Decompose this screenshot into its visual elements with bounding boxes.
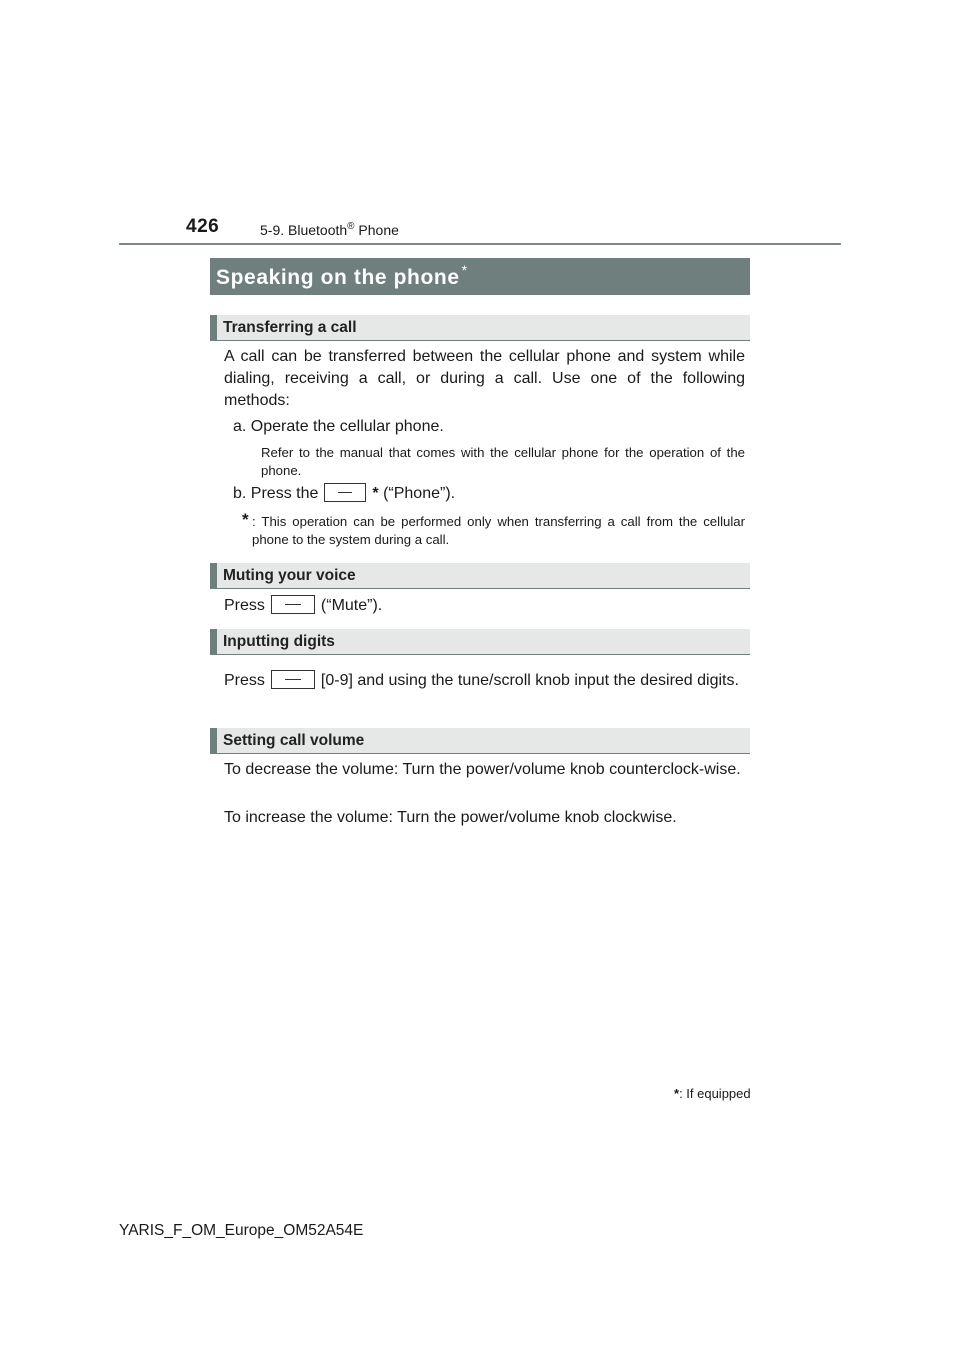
section-prefix: 5-9. Bluetooth	[260, 222, 348, 238]
section-suffix: Phone	[354, 222, 399, 238]
volume-increase: To increase the volume: Turn the power/volume knob clockwise.	[224, 809, 677, 826]
mute-text-after: (“Mute”).	[320, 597, 383, 614]
mute-text-before: Press	[224, 597, 265, 614]
item-b-asterisk: *	[372, 485, 379, 502]
transfer-intro: A call can be transferred between the cellular phone and system while dialing, receiving a call, or during a call. Use one of the following methods:	[224, 348, 745, 409]
heading-muting: Muting your voice	[210, 563, 750, 589]
title-asterisk: *	[461, 262, 468, 278]
transfer-item-a: a. Operate the cellular phone.	[233, 418, 444, 435]
footnote-asterisk: *	[242, 510, 249, 529]
heading-transferring: Transferring a call	[210, 315, 750, 341]
volume-decrease: To decrease the volume: Turn the power/volume knob counterclock-wise.	[224, 761, 741, 778]
heading-digits: Inputting digits	[210, 629, 750, 655]
digits-text-before: Press	[224, 672, 265, 689]
digits-button-icon	[271, 670, 315, 689]
heading-volume: Setting call volume	[210, 728, 750, 754]
page-title	[210, 258, 750, 295]
mute-text	[224, 595, 745, 617]
mute-button-icon	[271, 595, 315, 614]
registered-mark: ®	[347, 221, 355, 232]
phone-button-icon	[324, 483, 366, 502]
equipped-text: : If equipped	[679, 1086, 751, 1101]
document-id: YARIS_F_OM_Europe_OM52A54E	[119, 1222, 364, 1239]
item-b-text-after: (“Phone”).	[383, 485, 456, 502]
digits-text	[224, 669, 745, 693]
page-title-text: Speaking on the phone	[216, 266, 460, 289]
item-b-text-before: b. Press the	[233, 485, 319, 502]
digits-text-after: [0-9] and using the tune/scroll knob input the desired digits.	[320, 672, 739, 689]
header-rule	[119, 243, 841, 245]
transfer-item-a-note: Refer to the manual that comes with the cellular phone for the operation of the phone.	[261, 445, 745, 478]
transfer-item-b	[233, 483, 745, 505]
section-reference	[260, 221, 399, 238]
equipped-asterisk: *	[674, 1086, 680, 1101]
if-equipped-note	[674, 1086, 751, 1101]
page-number: 426	[186, 216, 220, 237]
transfer-footnote: : This operation can be performed only when transferring a call from the cellular phone to the system during a call.	[252, 514, 745, 547]
